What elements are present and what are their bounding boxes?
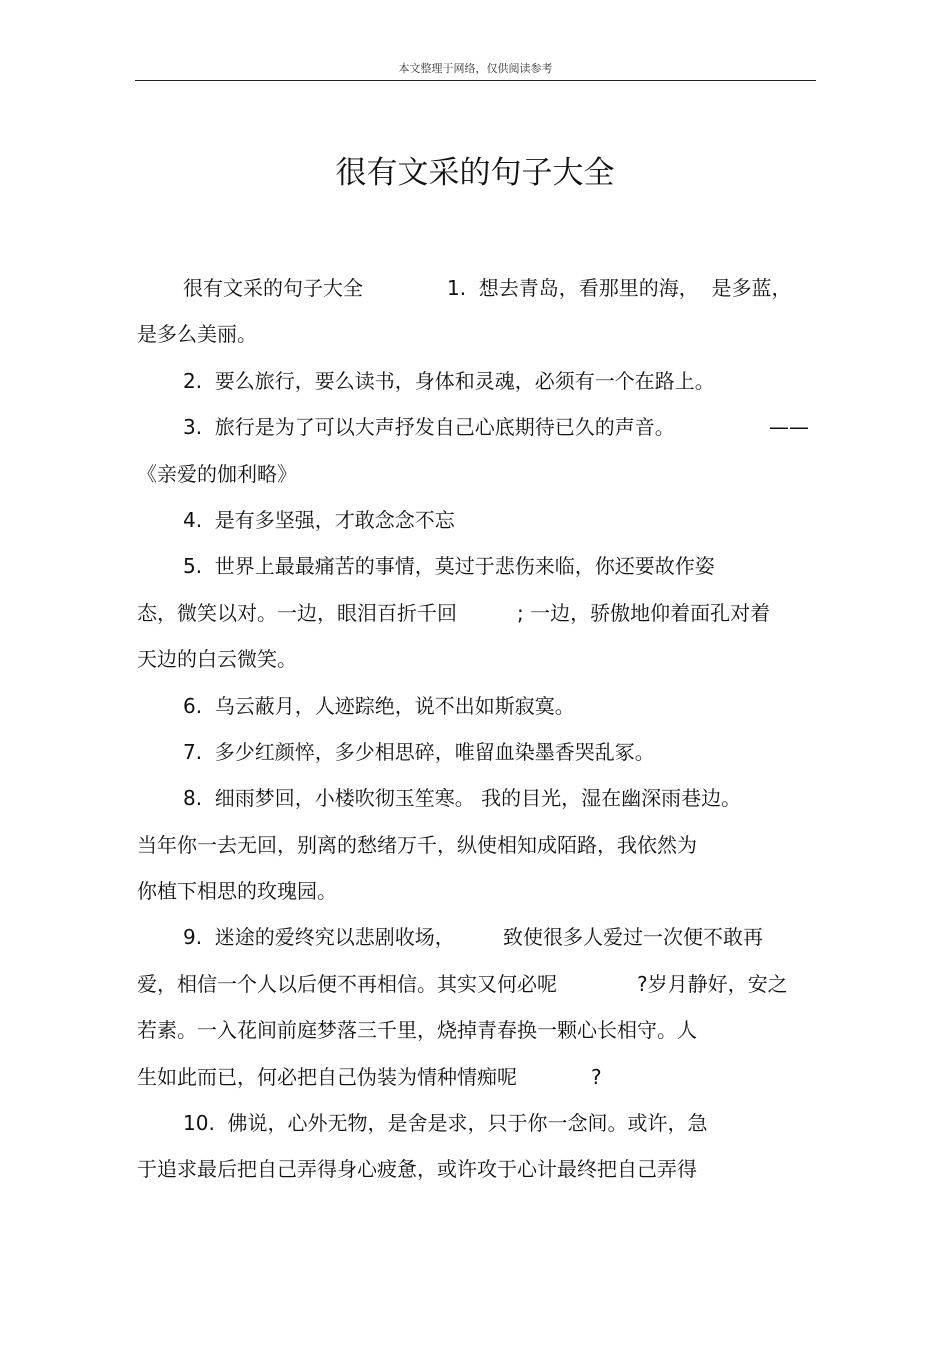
text-line [137,361,817,407]
text-segment: 若素。一入花间前庭梦落三千里，烧掉青春换一颗心长相守。人 [137,1018,697,1043]
text-line [137,593,817,639]
text-segment: 8. 细雨梦回，小楼吹彻玉笙寒。 我的目光，湿在幽深雨巷边。 [183,786,742,811]
text-segment: 你植下相思的玫瑰园。 [137,879,337,904]
text-segment: 当年你一去无回，别离的愁绪万千，纵使相知成陌路，我依然为 [137,832,697,857]
text-line [137,1057,817,1103]
header-text: 本文整理于网络，仅供阅读参考 [398,62,553,75]
text-segment: 2. 要么旅行，要么读书，身体和灵魂，必须有一个在路上。 [183,368,715,393]
text-segment: 7. 多少红颜悴，多少相思碎，唯留血染墨香哭乱冢。 [183,739,655,764]
text-line [137,1010,817,1056]
document-body [137,268,817,1196]
text-segment: 10. 佛说，心外无物，是舍是求，只于你一念间。或许，急 [183,1111,708,1136]
text-segment: 是多么美丽。 [137,322,257,347]
text-line [137,454,817,500]
text-line [137,917,817,963]
text-line [137,871,817,917]
text-segment: 9. 迷途的爱终究以悲剧收场， [183,925,455,950]
text-segment: ? [591,1064,602,1089]
text-segment: 1. 想去青岛，看那里的海， 是多蓝， [447,276,792,300]
text-segment: 生如此而已，何必把自己伪装为情种情痴呢 [137,1064,517,1089]
text-line [137,1103,817,1149]
text-line [137,639,817,685]
text-segment: 于追求最后把自己弄得身心疲惫，或许攻于心计最终把自己弄得 [137,1157,697,1182]
text-segment: 5. 世界上最最痛苦的事情，莫过于悲伤来临，你还要故作姿 [183,554,715,579]
text-segment: 很有文采的句子大全 [183,276,363,300]
text-line [137,825,817,871]
text-segment: 天边的白云微笑。 [137,647,297,672]
text-line [137,546,817,592]
text-line [137,964,817,1010]
text-line [137,268,817,314]
text-segment: ?岁月静好，安之 [637,971,788,996]
text-line [137,1149,817,1195]
text-segment: 致使很多人爱过一次便不敢再 [503,925,763,950]
page-header [135,58,816,81]
text-segment: 3. 旅行是为了可以大声抒发自己心底期待已久的声音。 [183,415,675,440]
document-title: 很有文采的句子大全 [335,155,615,191]
text-line [137,500,817,546]
text-segment: 《亲爱的伽利略》 [137,461,297,486]
text-segment: 4. 是有多坚强，才敢念念不忘 [183,507,455,532]
text-line [137,732,817,778]
text-segment: 态，微笑以对。一边，眼泪百折千回 [137,600,457,625]
text-segment: 爱，相信一个人以后便不再相信。其实又何必呢 [137,971,557,996]
text-line [137,407,817,453]
text-line [137,314,817,360]
text-segment: ; 一边，骄傲地仰着面孔对着 [517,600,771,625]
text-line [137,686,817,732]
text-segment: —— [769,415,809,440]
text-segment: 6. 乌云蔽月，人迹踪绝，说不出如斯寂寞。 [183,693,575,718]
text-line [137,778,817,824]
